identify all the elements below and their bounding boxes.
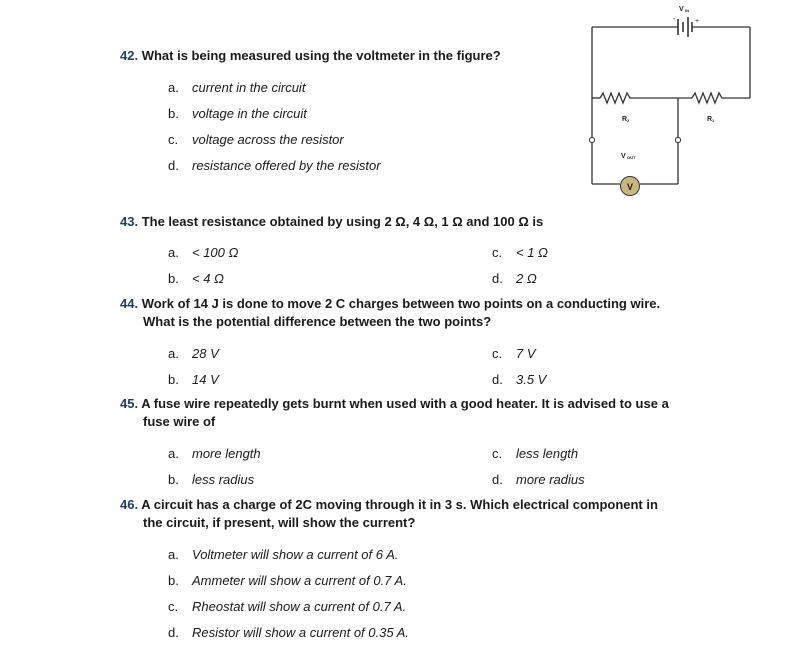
option-letter: d. [492,472,503,487]
option-letter: a. [168,446,179,461]
option-43-d[interactable] [492,271,537,287]
option-letter: c. [168,132,179,147]
voltmeter-label: V [626,182,634,192]
option-letter: a. [168,346,179,361]
option-letter: a. [168,80,179,95]
option-text: Voltmeter will show a current of 6 A. [192,547,399,562]
option-text: more length [192,446,261,461]
option-42-a[interactable] [168,80,305,96]
option-43-b[interactable] [168,271,224,287]
question-text: A fuse wire repeatedly gets burnt when used with a good heater. It is advised to use a [141,396,669,411]
option-46-b[interactable] [168,573,407,589]
question-text: Work of 14 J is done to move 2 C charges between two points on a conducting wire. [141,296,661,311]
option-letter: b. [168,271,179,286]
question-number: 45. [120,396,139,411]
option-43-c[interactable] [492,245,548,261]
option-letter: c. [168,599,179,614]
question-text-continued: What is the potential difference between the two points? [143,314,492,329]
question-text: A circuit has a charge of 2C moving through it in 3 s. Which electrical component in [141,497,658,512]
option-text: less radius [192,472,255,487]
option-46-c[interactable] [168,599,406,615]
option-text: resistance offered by the resistor [192,158,381,173]
option-letter: c. [492,346,503,361]
voltmeter-icon [621,177,640,196]
question-text: What is being measured using the voltmeter in the figure? [141,48,501,63]
question-43 [120,213,543,231]
battery-plus-label: + [695,18,700,25]
option-text: < 1 Ω [516,245,548,260]
option-letter: d. [168,625,179,640]
option-text: 3.5 V [516,372,547,387]
r2-label: R [622,116,628,123]
question-number: 46. [120,497,139,512]
option-letter: a. [168,547,179,562]
option-letter: b. [168,472,179,487]
option-44-d[interactable] [492,372,546,388]
option-42-c[interactable] [168,132,344,148]
r2-sub-label: 2 [627,118,630,123]
question-42 [120,47,501,65]
question-number: 44. [120,296,139,311]
option-45-c[interactable] [492,446,578,462]
option-letter: c. [492,446,503,461]
r1-sub-label: 1 [712,118,715,123]
option-44-b[interactable] [168,372,219,388]
question-46 [120,496,658,532]
option-letter: d. [492,271,503,286]
option-letter: d. [492,372,503,387]
option-letter: b. [168,573,179,588]
option-44-c[interactable] [492,346,536,362]
option-text: voltage across the resistor [192,132,344,147]
question-text: The least resistance obtained by using 2 Ω, 4 Ω, 1 Ω and 100 Ω is [141,214,544,229]
question-44 [120,295,660,331]
option-text: < 4 Ω [192,271,224,286]
battery-minus-label: - [673,16,676,23]
option-text: voltage in the circuit [192,106,307,121]
question-number: 43. [120,214,139,229]
option-text: < 100 Ω [192,245,239,260]
question-text-continued: the circuit, if present, will show the current? [143,515,416,530]
r1-label: R [707,116,713,123]
option-text: Rheostat will show a current of 0.7 A. [192,599,407,614]
node-dot [589,137,594,142]
vin-label: V [679,6,684,13]
option-45-b[interactable] [168,472,254,488]
option-45-a[interactable] [168,446,261,462]
option-letter: b. [168,106,179,121]
vout-sub-label: OUT [627,155,636,160]
option-42-d[interactable] [168,158,381,174]
option-45-d[interactable] [492,472,585,488]
option-text: more radius [516,472,585,487]
question-number: 42. [120,48,139,63]
option-text: 14 V [192,372,219,387]
option-text: less length [516,446,579,461]
option-letter: a. [168,245,179,260]
option-letter: d. [168,158,179,173]
option-text: 28 V [192,346,219,361]
option-text: 2 Ω [516,271,537,286]
option-43-a[interactable] [168,245,238,261]
option-text: current in the circuit [192,80,306,95]
circuit-diagram [580,0,760,200]
option-letter: c. [492,245,503,260]
question-45 [120,395,669,431]
option-46-d[interactable] [168,625,409,641]
vin-sub-label: IN [685,8,689,13]
option-text: Resistor will show a current of 0.35 A. [192,625,409,640]
question-text-continued: fuse wire of [143,414,216,429]
option-44-a[interactable] [168,346,219,362]
option-text: Ammeter will show a current of 0.7 A. [192,573,407,588]
option-text: 7 V [516,346,536,361]
node-dot [675,137,680,142]
option-46-a[interactable] [168,547,398,563]
option-letter: b. [168,372,179,387]
vout-label: V [621,153,626,160]
option-42-b[interactable] [168,106,307,122]
